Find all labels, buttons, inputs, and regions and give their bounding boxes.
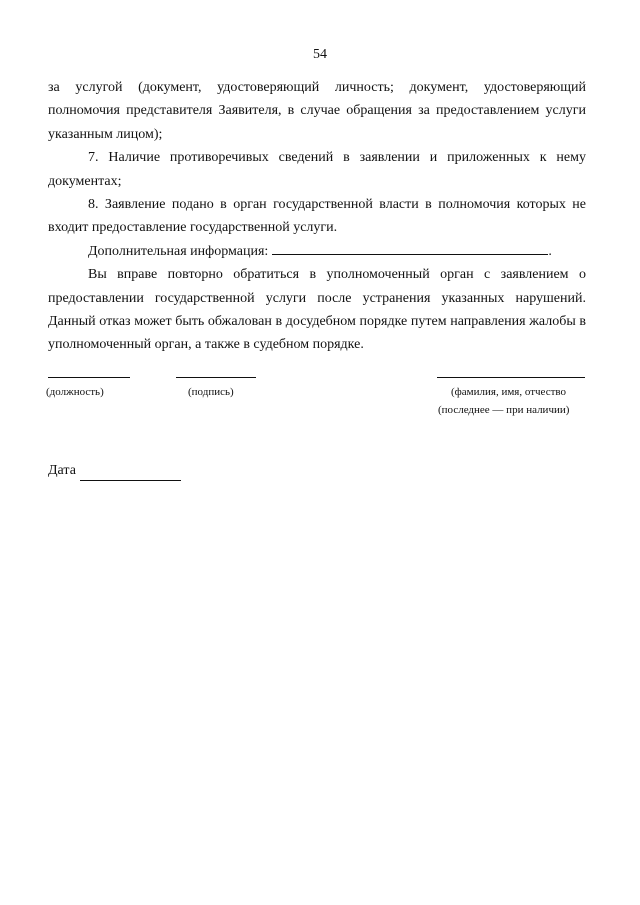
fullname-line <box>437 377 585 378</box>
document-body <box>48 76 586 357</box>
additional-info-blank <box>272 242 548 255</box>
fullname-caption-line1: (фамилия, имя, отчество <box>451 386 567 398</box>
date-line <box>80 480 181 481</box>
fullname-caption-line2: (последнее — при наличии) <box>438 404 570 416</box>
date-label: Дата <box>48 463 76 478</box>
additional-info-end: . <box>548 243 552 259</box>
paragraph-item-8: 8. Заявление подано в орган государственной власти в полномочия которых не входит предоставление государственной услуги. <box>48 197 586 236</box>
additional-info-label: Дополнительная информация: <box>88 243 269 259</box>
position-line <box>48 377 130 378</box>
paragraph-item-7: 7. Наличие противоречивых сведений в заявлении и приложенных к нему документах; <box>48 150 586 189</box>
position-caption: (должность) <box>46 386 104 398</box>
page-number: 54 <box>313 47 327 62</box>
signature-caption: (подпись) <box>188 386 234 398</box>
signature-line <box>176 377 256 378</box>
additional-info-row <box>48 240 586 263</box>
paragraph-appeal-notice: Вы вправе повторно обратиться в уполномоченный орган с заявлением о предоставлении государственной услуги после устранения указанных нарушений. Данный отказ может быть обжалован в досудебном порядке путем направления жалобы в уполномоченный орган, а также в судебном порядке. <box>48 267 586 353</box>
paragraph-continuation: за услугой (документ, удостоверяющий личность; документ, удостоверяющий полномочия представителя Заявителя, в случае обращения за предоставлением услуги указанным лицом); <box>48 80 586 142</box>
